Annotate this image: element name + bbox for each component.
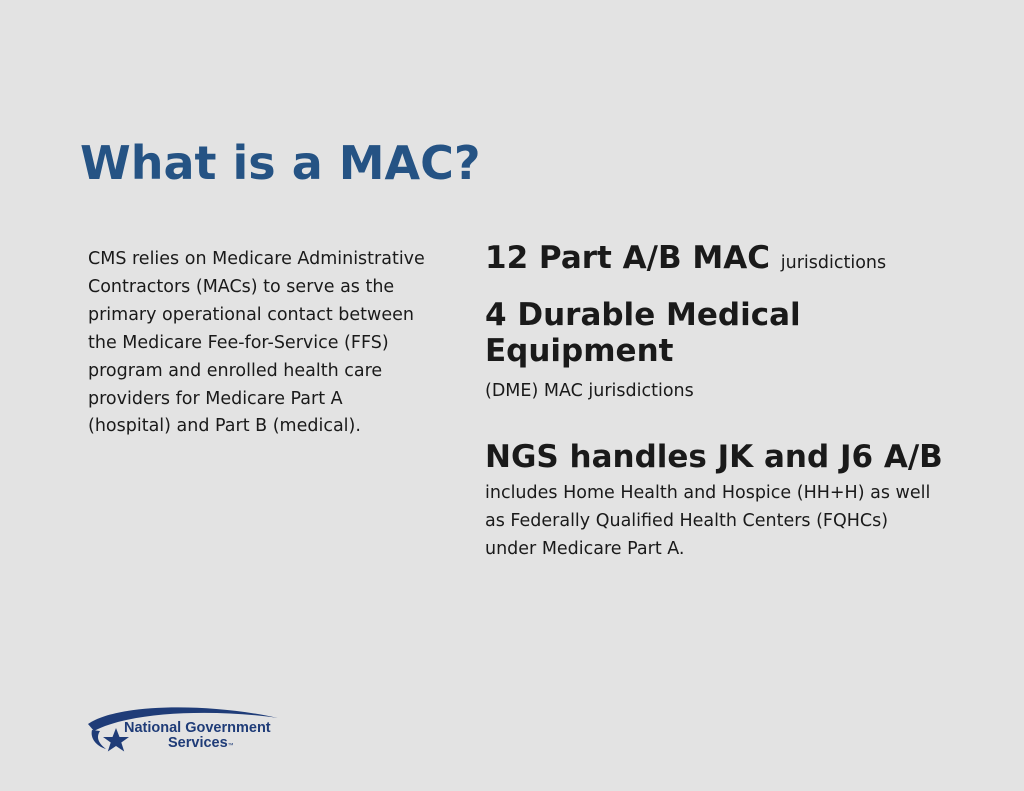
logo-line-2 [168,735,234,751]
point-dme-heading: 4 Durable Medical Equipment [485,297,801,369]
point-ab-mac-suffix: jurisdictions [780,253,887,273]
point-ngs-detail: includes Home Health and Hospice (HH+H) as well as Federally Qualified Health Centers (FQHCs) under Medicare Part A. [485,483,931,559]
slide-title: What is a MAC? [80,136,481,190]
point-ngs-heading: NGS handles JK and J6 A/B [485,439,943,475]
logo-line-1: National Government [124,720,271,736]
key-points [485,236,975,563]
ngs-logo [86,700,286,758]
point-dme-detail: (DME) MAC jurisdictions [485,381,694,401]
point-ab-mac-heading: 12 Part A/B MAC [485,240,770,276]
intro-paragraph: CMS relies on Medicare Administrative Contractors (MACs) to serve as the primary operational contact between the Medicare Fee-for-Service (FFS) program and enrolled health care providers for Medicare Part A (hospital) and Part B (medical). [88,249,425,437]
logo-line-2-text: Services [168,735,228,751]
point-ab-mac [485,236,975,285]
logo-trademark: ™ [227,743,234,749]
